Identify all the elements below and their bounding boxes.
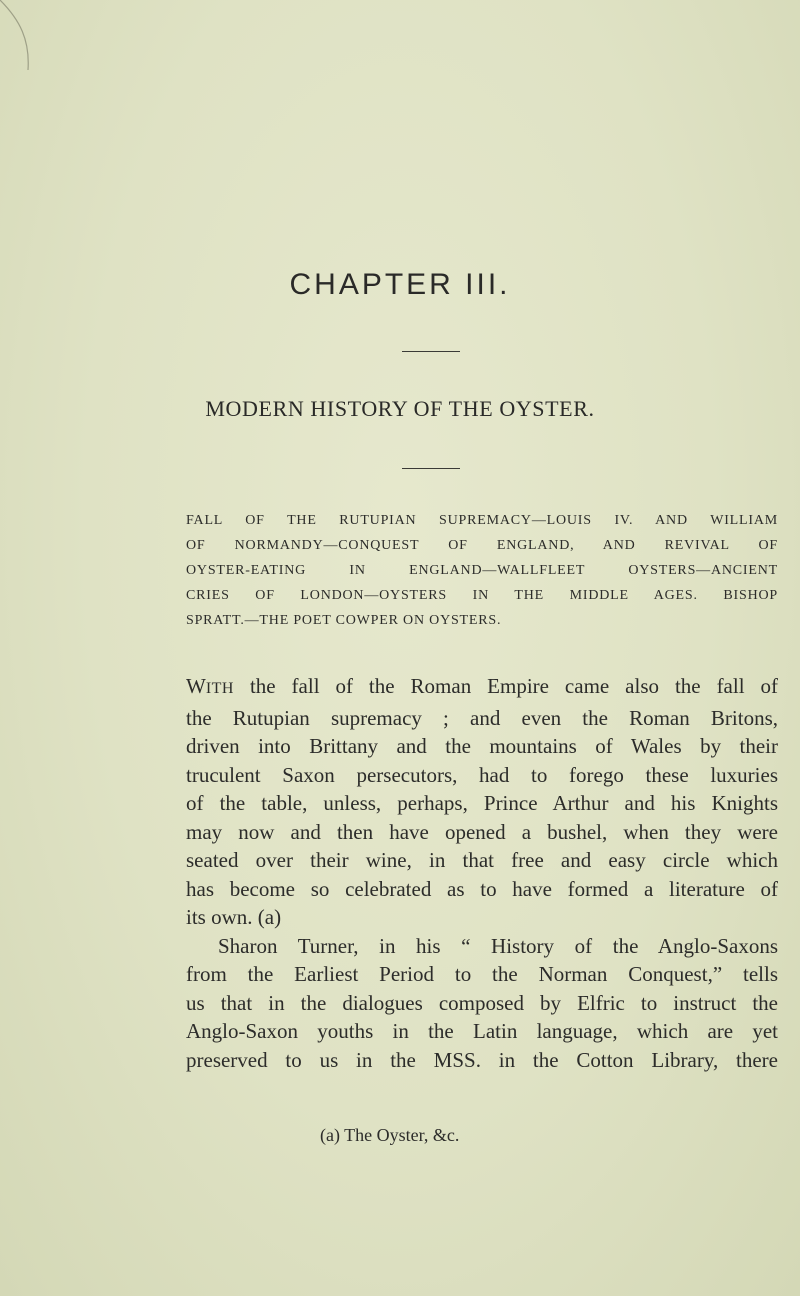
- small-caps-initial: W: [186, 674, 206, 698]
- synopsis-line: OF NORMANDY—CONQUEST OF ENGLAND, AND REVIVAL OF: [186, 538, 778, 553]
- divider-rule-bottom: [402, 468, 460, 469]
- body-line: its own. (a): [186, 905, 282, 929]
- body-line: Anglo-Saxon youths in the Latin language, which are yet: [186, 1019, 778, 1043]
- synopsis-line: CRIES OF LONDON—OYSTERS IN THE MIDDLE AGES. BISHOP: [186, 588, 778, 603]
- body-line: seated over their wine, in that free and easy circle which: [186, 848, 778, 872]
- body-line: has become so celebrated as to have formed a literature of: [186, 876, 778, 901]
- synopsis-line: SPRATT.—THE POET COWPER ON OYSTERS.: [186, 613, 502, 628]
- body-line: from the Earliest Period to the Norman Conquest,” tells: [186, 962, 778, 986]
- divider-rule-top: [402, 351, 460, 352]
- synopsis-line: FALL OF THE RUTUPIAN SUPREMACY—LOUIS IV. AND WILLIAM: [186, 513, 778, 528]
- first-line-rest: the fall of the Roman Empire came also the fall of: [233, 674, 778, 698]
- body-line-indented: Sharon Turner, in his “ History of the Anglo-Saxons: [218, 933, 778, 958]
- footnote: (a) The Oyster, &c.: [320, 1125, 460, 1145]
- chapter-synopsis: [186, 508, 778, 633]
- body-line: driven into Brittany and the mountains of Wales by their: [186, 734, 778, 758]
- body-text: [186, 672, 778, 1074]
- chapter-title: MODERN HISTORY OF THE OYSTER.: [205, 396, 595, 421]
- body-line-first: [186, 672, 778, 704]
- chapter-heading: CHAPTER III.: [289, 268, 511, 301]
- synopsis-line: OYSTER-EATING IN ENGLAND—WALLFLEET OYSTERS—ANCIENT: [186, 563, 778, 578]
- body-line: of the table, unless, perhaps, Prince Arthur and his Knights: [186, 791, 778, 815]
- body-line: may now and then have opened a bushel, when they were: [186, 819, 778, 844]
- body-line: truculent Saxon persecutors, had to forego these luxuries: [186, 762, 778, 787]
- body-line: preserved to us in the MSS. in the Cotton Library, there: [186, 1047, 778, 1072]
- small-caps-rest: ITH: [205, 680, 234, 697]
- body-line: us that in the dialogues composed by Elfric to instruct the: [186, 990, 778, 1015]
- body-line: the Rutupian supremacy ; and even the Roman Britons,: [186, 705, 778, 730]
